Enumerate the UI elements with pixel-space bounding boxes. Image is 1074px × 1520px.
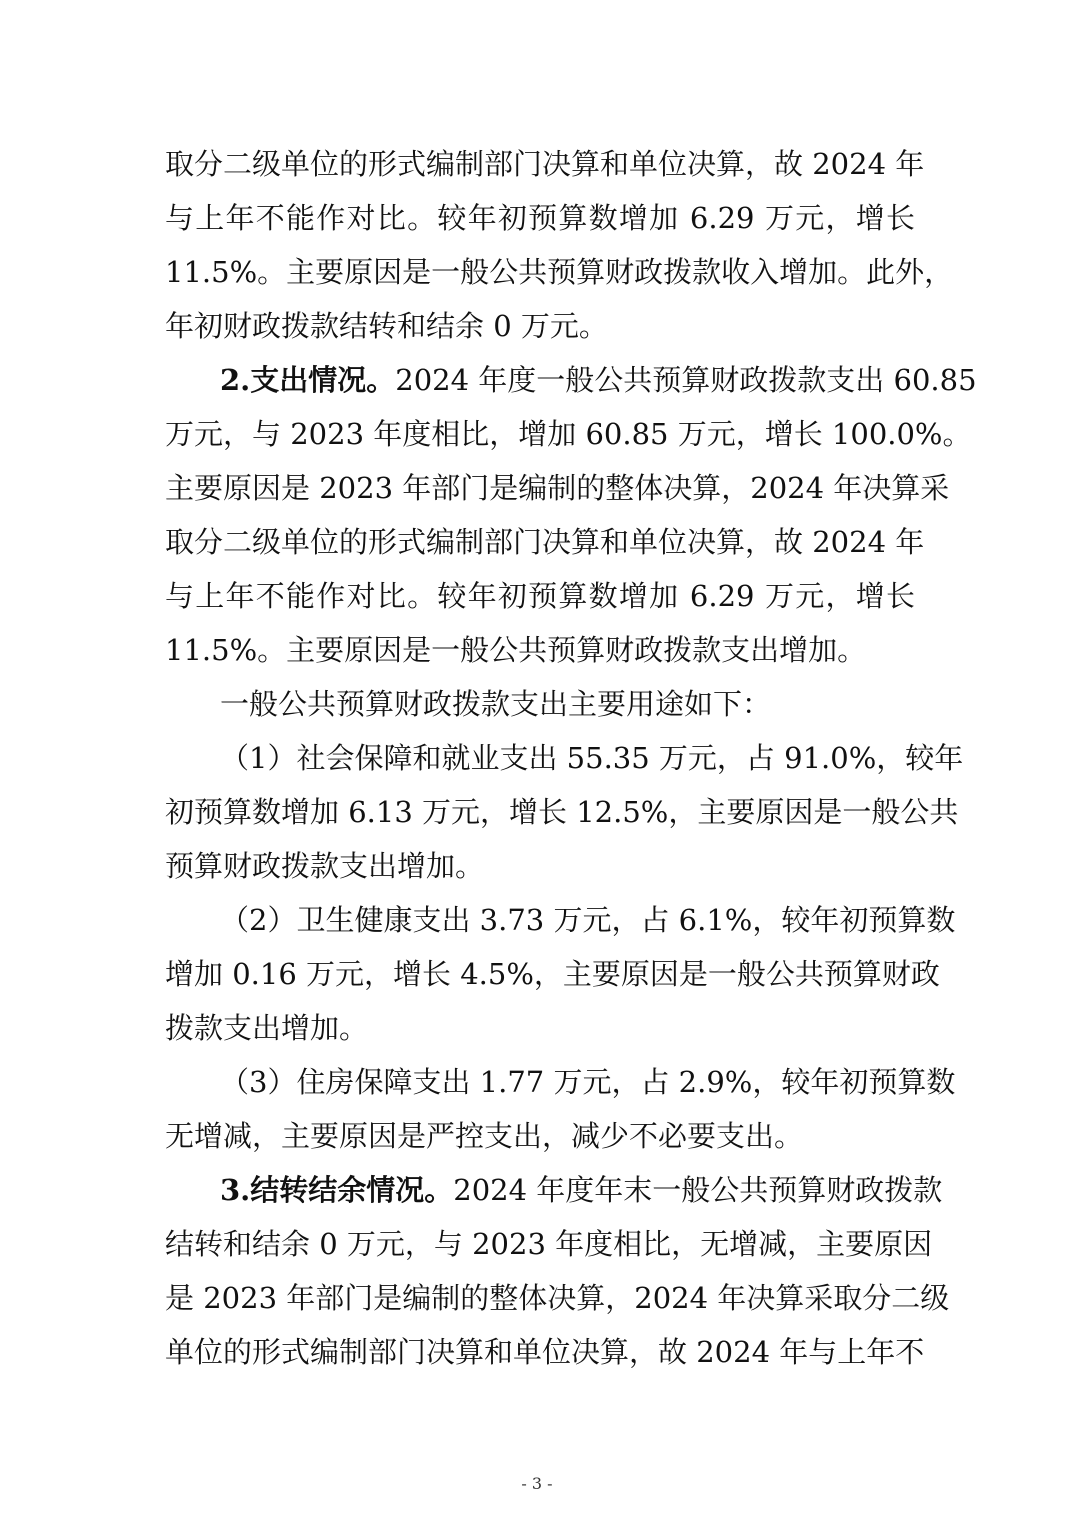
text-line: 与上年不能作对比。较年初预算数增加 6.29 万元，增长 xyxy=(165,579,915,613)
text-line: 11.5%。主要原因是一般公共预算财政拨款收入增加。此外， xyxy=(165,255,954,289)
text-line: 一般公共预算财政拨款支出主要用途如下： xyxy=(220,687,772,721)
section-heading: 2.支出情况。 xyxy=(220,363,396,397)
text-line: 结转和结余 0 万元，与 2023 年度相比，无增减，主要原因 xyxy=(165,1227,933,1261)
text-line: 增加 0.16 万元，增长 4.5%，主要原因是一般公共预算财政 xyxy=(165,957,940,991)
text-line: 单位的形式编制部门决算和单位决算，故 2024 年与上年不 xyxy=(165,1335,925,1369)
text-line: 与上年不能作对比。较年初预算数增加 6.29 万元，增长 xyxy=(165,201,915,235)
text-line: 万元，与 2023 年度相比，增加 60.85 万元，增长 100.0%。 xyxy=(165,417,972,451)
text-line: 拨款支出增加。 xyxy=(165,1011,369,1045)
text-line: 取分二级单位的形式编制部门决算和单位决算，故 2024 年 xyxy=(165,525,925,559)
text-line: 主要原因是 2023 年部门是编制的整体决算，2024 年决算采 xyxy=(165,471,950,505)
text-line: 取分二级单位的形式编制部门决算和单位决算，故 2024 年 xyxy=(165,147,925,181)
text-line: （2）卫生健康支出 3.73 万元，占 6.1%，较年初预算数 xyxy=(220,903,956,937)
text-line: 预算财政拨款支出增加。 xyxy=(165,849,485,883)
text-line: 初预算数增加 6.13 万元，增长 12.5%，主要原因是一般公共 xyxy=(165,795,959,829)
heading-text: 2024 年度一般公共预算财政拨款支出 60.85 xyxy=(395,363,977,397)
heading-line-carryover xyxy=(220,1170,943,1210)
text-line: 是 2023 年部门是编制的整体决算，2024 年决算采取分二级 xyxy=(165,1281,950,1315)
text-line: （1）社会保障和就业支出 55.35 万元，占 91.0%，较年 xyxy=(220,741,964,775)
heading-line-expenditure xyxy=(220,360,977,400)
heading-text: 2024 年度年末一般公共预算财政拨款 xyxy=(453,1173,943,1207)
section-heading: 3.结转结余情况。 xyxy=(220,1173,454,1207)
text-line: （3）住房保障支出 1.77 万元，占 2.9%，较年初预算数 xyxy=(220,1065,956,1099)
text-line: 11.5%。主要原因是一般公共预算财政拨款支出增加。 xyxy=(165,633,867,667)
text-line: 年初财政拨款结转和结余 0 万元。 xyxy=(165,309,608,343)
page-number: - 3 - xyxy=(521,1474,553,1493)
text-line: 无增减，主要原因是严控支出，减少不必要支出。 xyxy=(165,1119,804,1153)
